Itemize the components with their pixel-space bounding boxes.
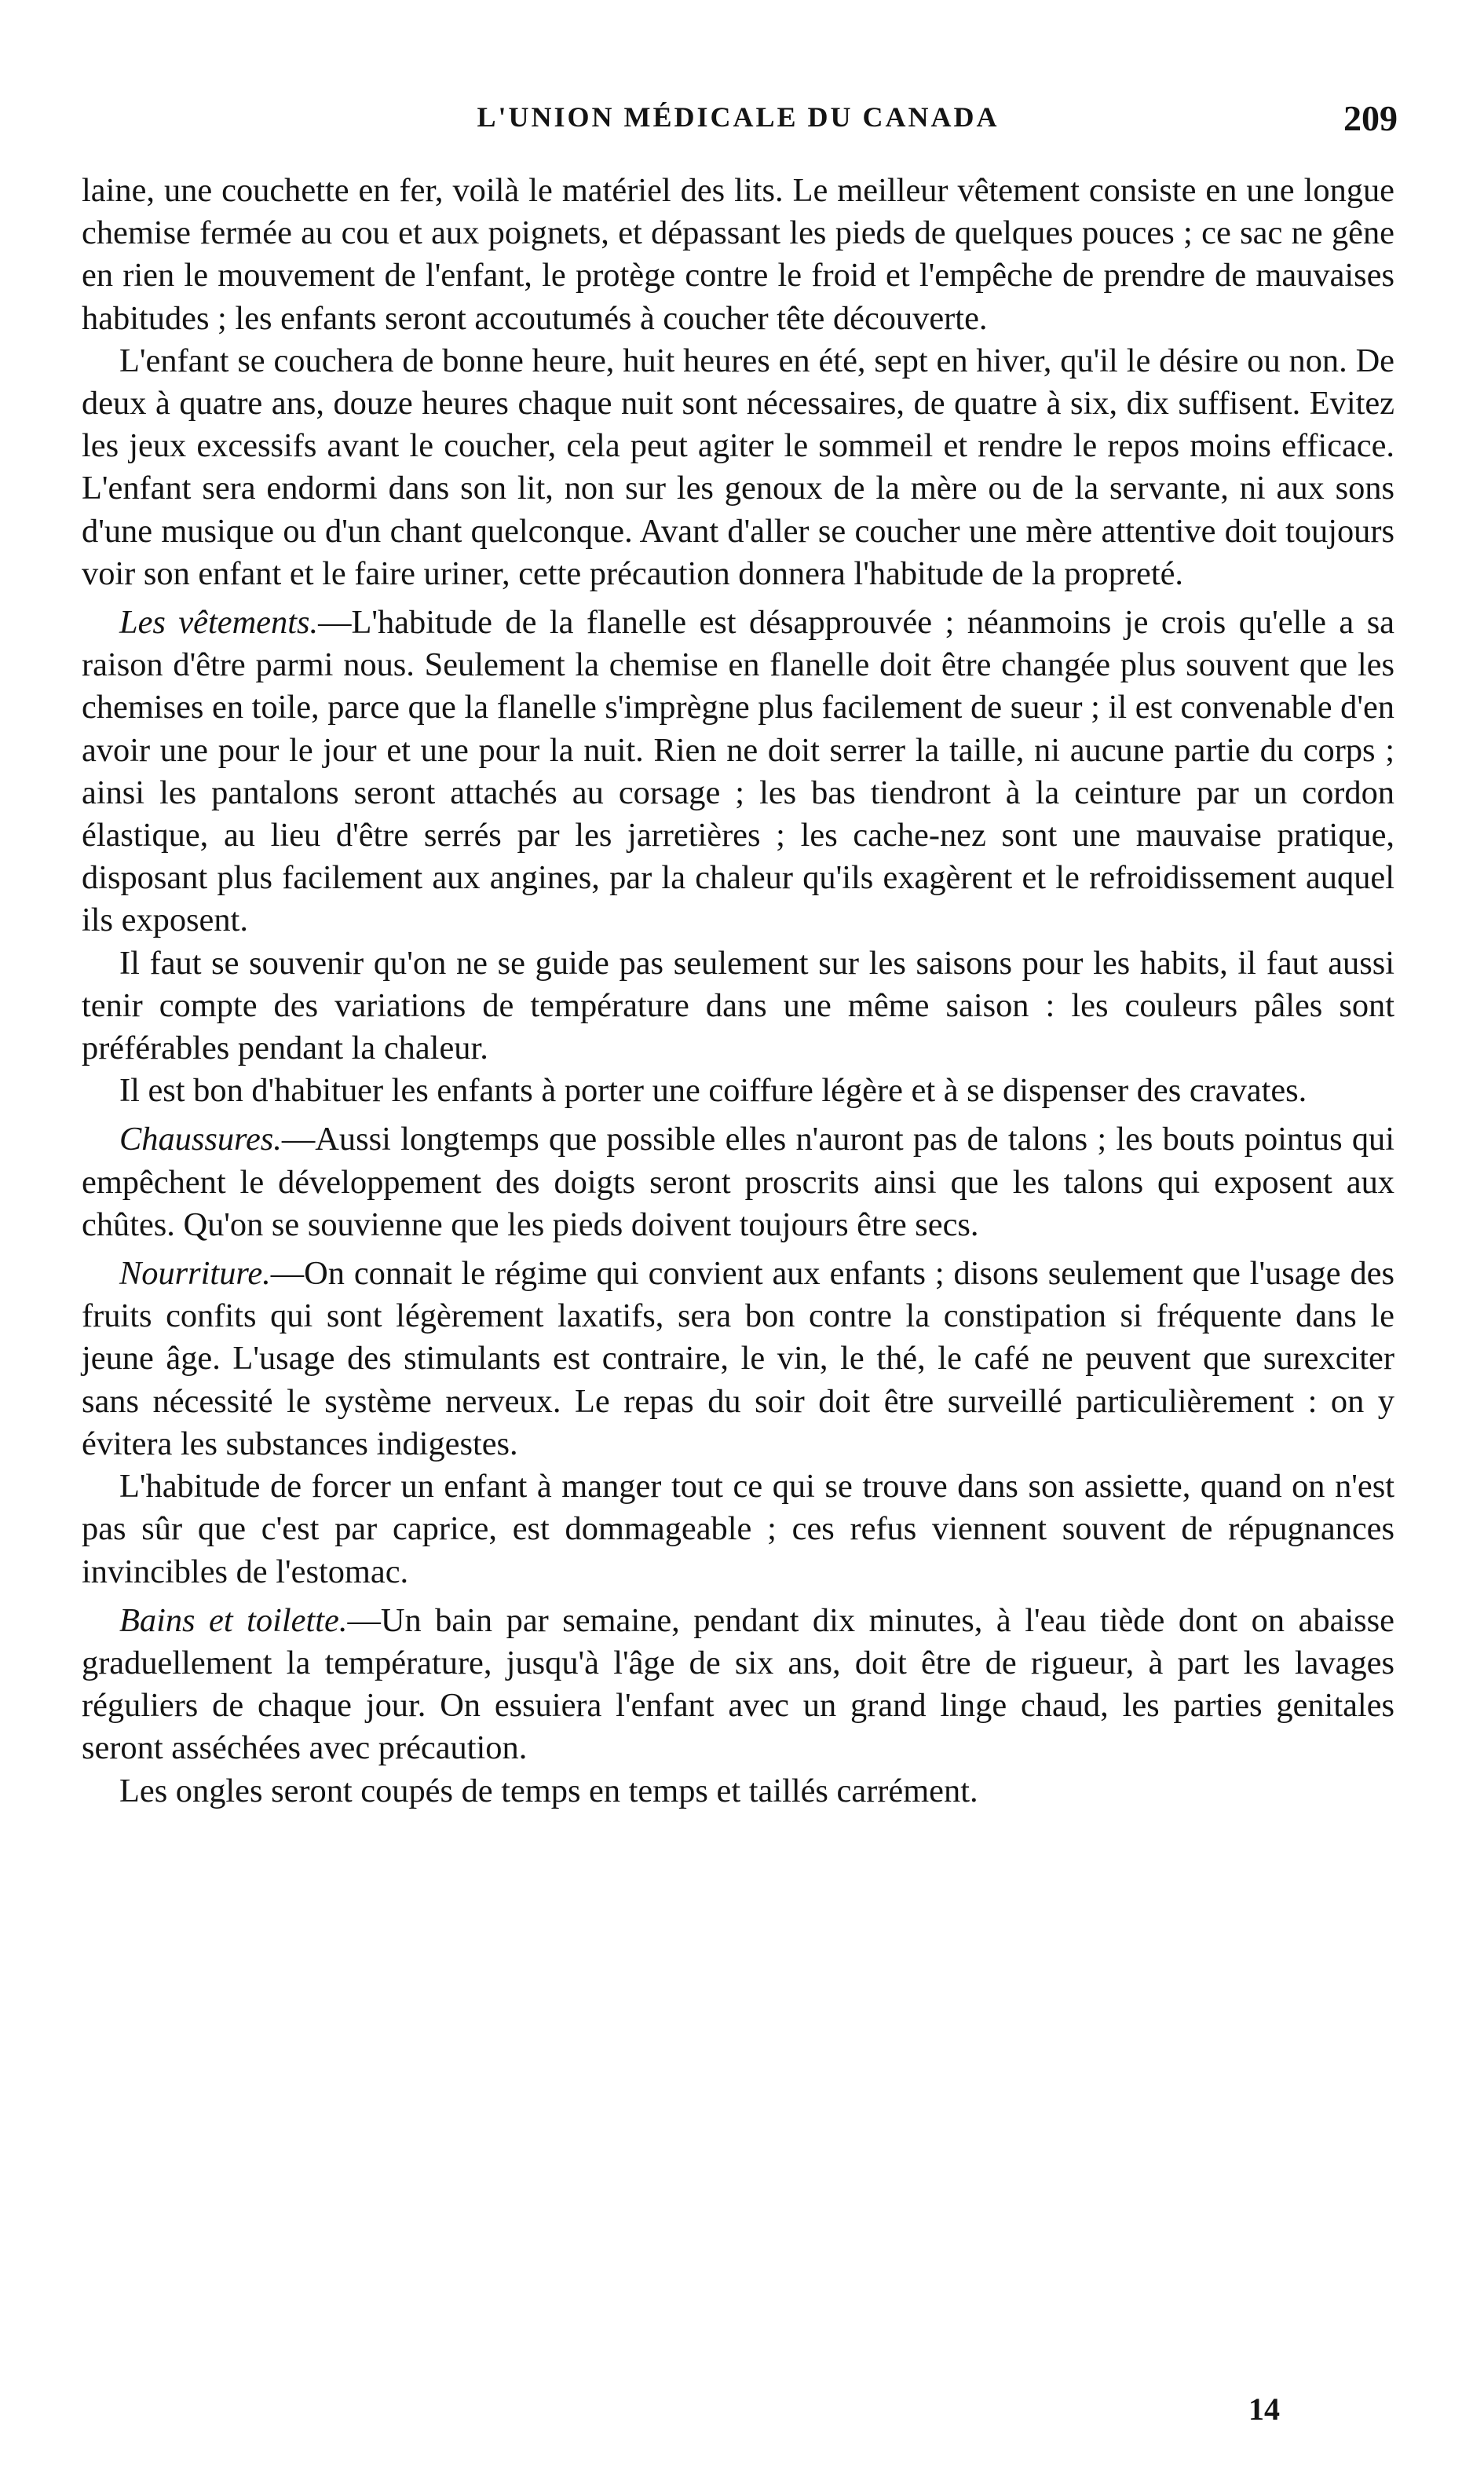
paragraph-text: L'habitude de forcer un enfant à manger tout ce qui se trouve dans son assiette, quand on n'est pas sûr que c'est par caprice, est dommageable ; ces refus viennent souvent de répugnances invincibles de l'estomac. [82,1468,1394,1590]
running-header [79,98,1398,148]
paragraph [82,1465,1394,1593]
signature-mark: 14 [1248,2391,1280,2427]
paragraph [82,1253,1394,1465]
running-title: L'UNION MÉDICALE DU CANADA [477,101,1000,133]
section-heading: Les vêtements. [119,604,319,642]
paragraph-text: laine, une couchette en fer, voilà le matériel des lits. Le meilleur vêtement consiste en une longue chemise fermée au cou et aux poignets, et dépassant les pieds de quelques pouces ; ce sac ne gêne en rien le mouvement de l'enfant, le protège contre le froid et l'empêche de prendre de mauvaises habitudes ; les enfants seront accoutumés à coucher tête découverte. [82,172,1394,337]
body-text [82,170,1394,1813]
paragraph-text: Il est bon d'habituer les enfants à porter une coiffure légère et à se dispenser des cravates. [119,1072,1307,1110]
paragraph [82,1600,1394,1770]
paragraph-text: —Un bain par semaine, pendant dix minutes, à l'eau tiède dont on abaisse graduellement la température, jusqu'à l'âge de six ans, doit être de rigueur, à part les lavages réguliers de chaque jour. On essuiera l'enfant avec un grand linge chaud, les parties genitales seront asséchées avec précaution. [82,1601,1394,1767]
section-heading: Chaussures. [119,1121,282,1158]
paragraph [82,340,1394,595]
page-number: 209 [1343,98,1398,138]
paragraph-text: L'enfant se couchera de bonne heure, huit heures en été, sept en hiver, qu'il le désire ou non. De deux à quatre ans, douze heures chaque nuit sont nécessaires, de quatre à six, dix suffisent. Evitez les jeux excessifs avant le coucher, cela peut agiter le sommeil et rendre le repos moins efficace. L'enfant sera endormi dans son lit, non sur les genoux de la mère ou de la servante, ni aux sons d'une musique ou d'un chant quelconque. Avant d'aller se coucher une mère attentive doit toujours voir son enfant et le faire uriner, cette précaution donnera l'habitude de la propreté. [82,342,1394,592]
paragraph-text: —Aussi longtemps que possible elles n'auront pas de talons ; les bouts pointus qui empêchent le développement des doigts seront proscrits ainsi que les talons qui exposent aux chûtes. Qu'on se souvienne que les pieds doivent toujours être secs. [82,1121,1394,1243]
paragraph-text: —On connait le régime qui convient aux enfants ; disons seulement que l'usage des fruits confits qui sont légèrement laxatifs, sera bon contre la constipation si fréquente dans le jeune âge. L'usage des stimulants est contraire, le vin, le thé, le café ne peuvent que surexciter sans nécessité le système nerveux. Le repas du soir doit être surveillé particulièrement : on y évitera les substances indigestes. [82,1255,1394,1462]
paragraph [82,170,1394,340]
paragraph [82,602,1394,942]
section-heading: Nourriture. [119,1255,271,1293]
paragraph-text: Les ongles seront coupés de temps en temps et taillés carrément. [119,1772,978,1809]
section-heading: Bains et toilette. [119,1601,348,1639]
paragraph [82,1070,1394,1112]
paragraph-text: —L'habitude de la flanelle est désapprouvée ; néanmoins je crois qu'elle a sa raison d'être parmi nous. Seulement la chemise en flanelle doit être changée plus souvent que les chemises en toile, parce que la flanelle s'imprègne plus facilement de sueur ; il est convenable d'en avoir une pour le jour et une pour la nuit. Rien ne doit serrer la taille, ni aucune partie du corps ; ainsi les pantalons seront attachés au corsage ; les bas tiendront à la ceinture par un cordon élastique, au lieu d'être serrés par les jarretières ; les cache-nez sont une mauvaise pratique, disposant plus facilement aux angines, par la chaleur qu'ils exagèrent et le refroidissement auquel ils exposent. [82,604,1395,939]
paragraph [82,942,1394,1070]
paragraph [82,1770,1394,1813]
paragraph-text: Il faut se souvenir qu'on ne se guide pas seulement sur les saisons pour les habits, il faut aussi tenir compte des variations de température dans une même saison : les couleurs pâles sont préférables pendant la chaleur. [82,944,1394,1067]
paragraph [82,1118,1394,1246]
